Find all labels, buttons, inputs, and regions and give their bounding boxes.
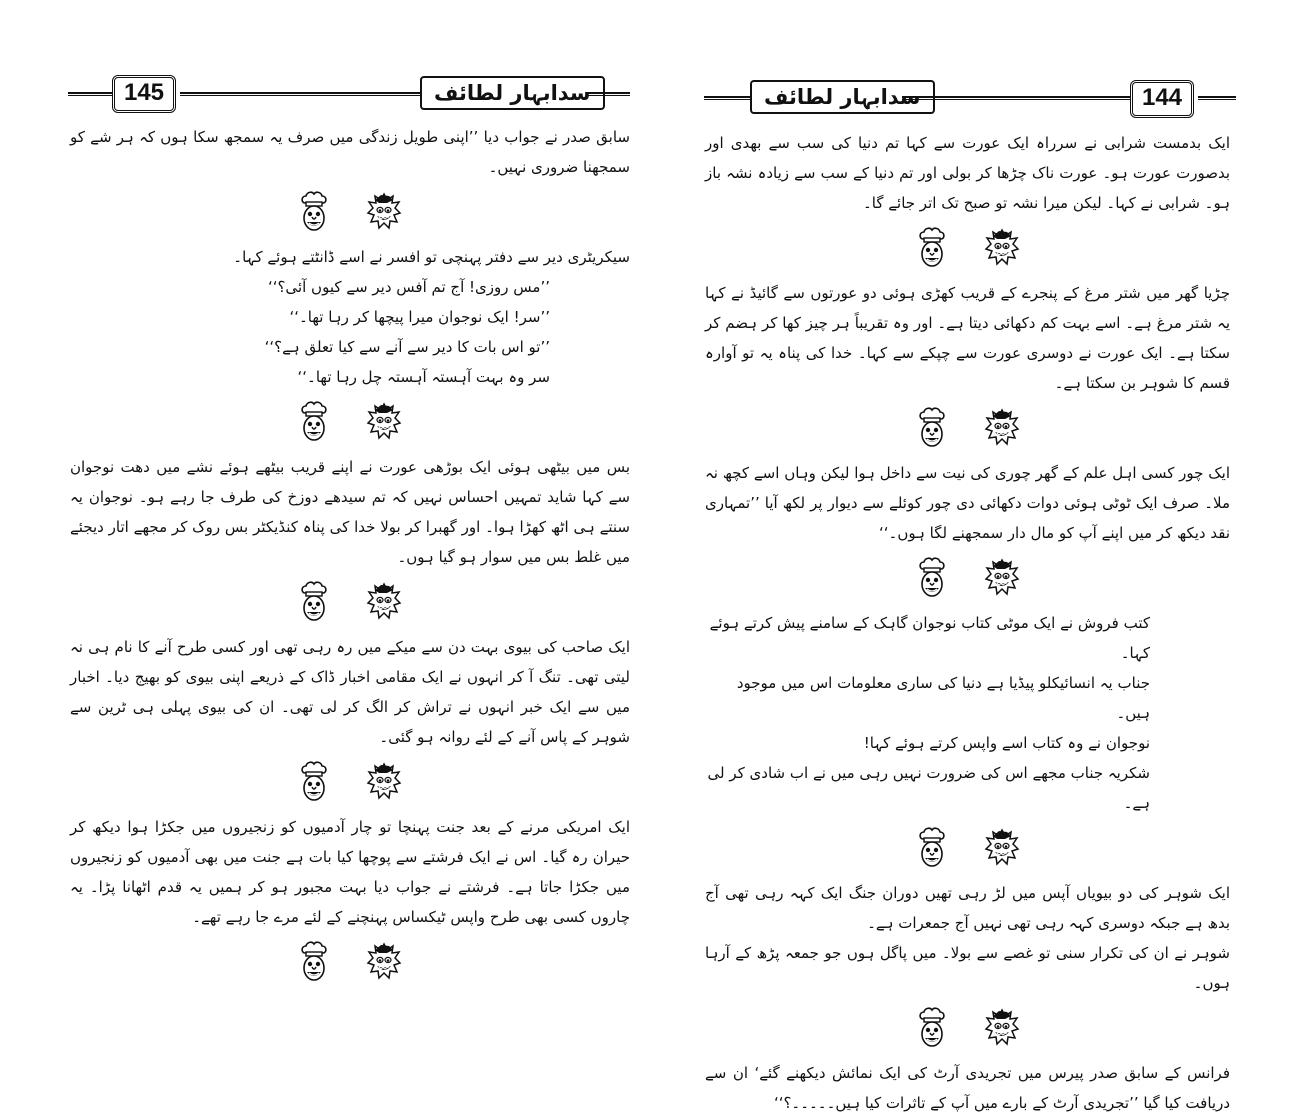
left-page	[50, 0, 650, 1080]
header-rule	[68, 92, 112, 96]
spiky-face-icon	[367, 402, 401, 442]
spiky-face-icon	[985, 408, 1019, 448]
header-rule	[902, 96, 1130, 100]
joke-separator	[705, 218, 1230, 278]
page-header	[50, 70, 650, 120]
chef-face-icon	[917, 407, 947, 449]
dialog-line: کتب فروش نے ایک موٹی کتاب نوجوان گاہک کے سامنے پیش کرتے ہوئے کہا۔	[709, 614, 1150, 662]
chef-face-icon	[299, 761, 329, 803]
joke	[70, 632, 630, 752]
joke-paragraph: فرانس کے سابق صدر پیرس میں تجریدی آرٹ کی ایک نمائش دیکھنے گئے‘ ان سے دریافت کیا گیا ’’تجریدی آرٹ کے بارے میں آپ کے تاثرات کیا ہیں۔۔۔۔۔؟‘‘	[705, 1064, 1230, 1112]
joke	[705, 278, 1230, 398]
joke-separator	[705, 548, 1230, 608]
spiky-face-icon	[367, 192, 401, 232]
joke-paragraph: سابق صدر نے جواب دیا ’’اپنی طویل زندگی میں صرف یہ سمجھ سکا ہوں کہ ہر شے کو سمجھنا ضروری نہیں۔	[70, 128, 630, 176]
spiky-face-icon	[985, 1008, 1019, 1048]
page-header	[680, 70, 1280, 120]
joke	[705, 128, 1230, 218]
joke	[70, 812, 630, 932]
joke-paragraph: چڑیا گھر میں شتر مرغ کے پنجرے کے قریب کھڑی ہوئی دو عورتوں سے گائیڈ نے کہا یہ شتر مرغ ہے۔ اسے بہت کم دکھائی دیتا ہے۔ اور وہ تقریباً ہر چیز کھا کر ہضم کر سکتا ہے۔ ایک عورت نے دوسری عورت سے چپکے سے کہا۔ خدا کی پناہ یہ تو آوارہ قسم کا شوہر بن سکتا ہے۔	[705, 284, 1230, 392]
joke-separator	[70, 572, 630, 632]
joke-paragraph: سیکریٹری دیر سے دفتر پہنچی تو افسر نے اسے ڈانٹتے ہوئے کہا۔	[233, 248, 630, 266]
joke-paragraph: ایک صاحب کی بیوی بہت دن سے میکے میں رہ رہی تھی اور کسی طرح آنے کا نام ہی نہ لیتی تھی۔ تنگ آ کر انہوں نے ایک مقامی اخبار ڈاک کے ذریعے اپنی بیوی کو بھیج دیا۔ اخبار میں سے ایک خبر انہوں نے تراش کر الگ کر لی تھی۔ ان کی بیوی پہلی ہی ٹرین سے شوہر کے پاس آنے کے لئے روانہ ہو گئی۔	[70, 638, 630, 746]
spiky-face-icon	[985, 558, 1019, 598]
joke	[705, 608, 1230, 818]
joke-separator	[70, 392, 630, 452]
joke	[70, 122, 630, 182]
header-rule	[586, 92, 630, 96]
joke-separator	[705, 398, 1230, 458]
joke	[70, 242, 630, 392]
spiky-face-icon	[985, 228, 1019, 268]
chef-face-icon	[917, 557, 947, 599]
chef-face-icon	[299, 401, 329, 443]
running-title: سدابہار لطائف	[750, 80, 935, 114]
joke	[705, 878, 1230, 998]
chef-face-icon	[299, 581, 329, 623]
dialog-line: نوجوان نے وہ کتاب اسے واپس کرتے ہوئے کہا!	[863, 734, 1150, 752]
chef-face-icon	[299, 191, 329, 233]
joke	[705, 458, 1230, 548]
chef-face-icon	[917, 827, 947, 869]
spiky-face-icon	[985, 828, 1019, 868]
joke-paragraph: ایک چور کسی اہل علم کے گھر چوری کی نیت سے داخل ہوا لیکن وہاں اسے کچھ نہ ملا۔ صرف ایک ٹوٹی ہوئی دوات دکھائی دی چور کوئلے سے دیوار پر لکھ آیا ’’تمہاری نقد دیکھ کر میں اپنے آپ کو مال دار سمجھنے لگا ہوں۔‘‘	[705, 464, 1230, 542]
chef-face-icon	[917, 227, 947, 269]
joke	[705, 1058, 1230, 1118]
page-body	[70, 122, 630, 992]
joke-separator	[70, 932, 630, 992]
dialog-line: جناب یہ انسائیکلو پیڈیا ہے دنیا کی ساری معلومات اس میں موجود ہیں۔	[736, 674, 1150, 722]
right-page	[680, 0, 1280, 1112]
joke-separator	[70, 752, 630, 812]
dialog-line: ’’مس روزی! آج تم آفس دیر سے کیوں آئی؟‘‘	[267, 278, 550, 296]
running-title: سدابہار لطائف	[420, 76, 605, 110]
joke-separator	[705, 998, 1230, 1058]
page-body	[705, 128, 1230, 1118]
joke-separator	[705, 818, 1230, 878]
spiky-face-icon	[367, 762, 401, 802]
joke-paragraph: ایک شوہر کی دو بیویاں آپس میں لڑ رہی تھیں دوران جنگ ایک کہہ رہی تھی آج بدھ ہے جبکہ دوسری کہہ رہی تھی نہیں آج جمعرات ہے۔	[705, 884, 1230, 932]
joke-paragraph: ایک امریکی مرنے کے بعد جنت پہنچا تو چار آدمیوں کو زنجیروں میں جکڑا ہوا دیکھ کر حیران رہ گیا۔ اس نے ایک فرشتے سے پوچھا کیا بات ہے جنت میں بھی آدمیوں کو زنجیروں میں جکڑا جاتا ہے۔ فرشتے نے جواب دیا بہت مجبور ہو کر ہمیں یہ قدم اٹھانا پڑا۔ یہ چاروں کسی بھی طرح واپس ٹیکساس پہنچنے کے لئے مرے جا رہے تھے۔	[70, 818, 630, 926]
page-number: 144	[1130, 80, 1194, 118]
page-number: 145	[112, 75, 176, 113]
spiky-face-icon	[367, 942, 401, 982]
joke-paragraph: ایک بدمست شرابی نے سرراہ ایک عورت سے کہا تم دنیا کی سب سے بھدی اور بدصورت عورت ہو۔ عورت ناک چڑھا کر بولی اور تم دنیا کے سب سے زیادہ نشہ باز ہو۔ شرابی نے کہا۔ لیکن میرا نشہ تو صبح تک اتر جائے گا۔	[705, 134, 1230, 212]
dialog-line: سر وہ بہت آہستہ آہستہ چل رہا تھا۔‘‘	[297, 368, 550, 386]
spiky-face-icon	[367, 582, 401, 622]
header-rule	[1198, 96, 1236, 100]
joke	[70, 452, 630, 572]
header-rule	[704, 96, 750, 100]
dialog-line: شکریہ جناب مجھے اس کی ضرورت نہیں رہی میں نے اب شادی کر لی ہے۔	[707, 764, 1150, 812]
joke-paragraph: بس میں بیٹھی ہوئی ایک بوڑھی عورت نے اپنے قریب بیٹھے ہوئے نشے میں دھت نوجوان سے کہا شاید تمہیں احساس نہیں کہ تم سیدھے دوزخ کی طرف جا رہے ہو۔ نوجوان یہ سنتے ہی اٹھ کھڑا ہوا۔ اور گھبرا کر بولا خدا کی پناہ کنڈیکٹر بس روک کر مجھے اتار دیجئے میں غلط بس میں سوار ہو گیا ہوں۔	[70, 458, 630, 566]
dialog-line: ’’سر! ایک نوجوان میرا پیچھا کر رہا تھا۔‘‘	[289, 308, 550, 326]
joke-paragraph: شوہر نے ان کی تکرار سنی تو غصے سے بولا۔ میں پاگل ہوں جو جمعہ پڑھ کے آرہا ہوں۔	[705, 944, 1230, 992]
chef-face-icon	[299, 941, 329, 983]
dialog-line: ’’تو اس بات کا دیر سے آنے سے کیا تعلق ہے؟‘‘	[264, 338, 550, 356]
chef-face-icon	[917, 1007, 947, 1049]
header-rule	[180, 92, 420, 96]
joke-separator	[70, 182, 630, 242]
